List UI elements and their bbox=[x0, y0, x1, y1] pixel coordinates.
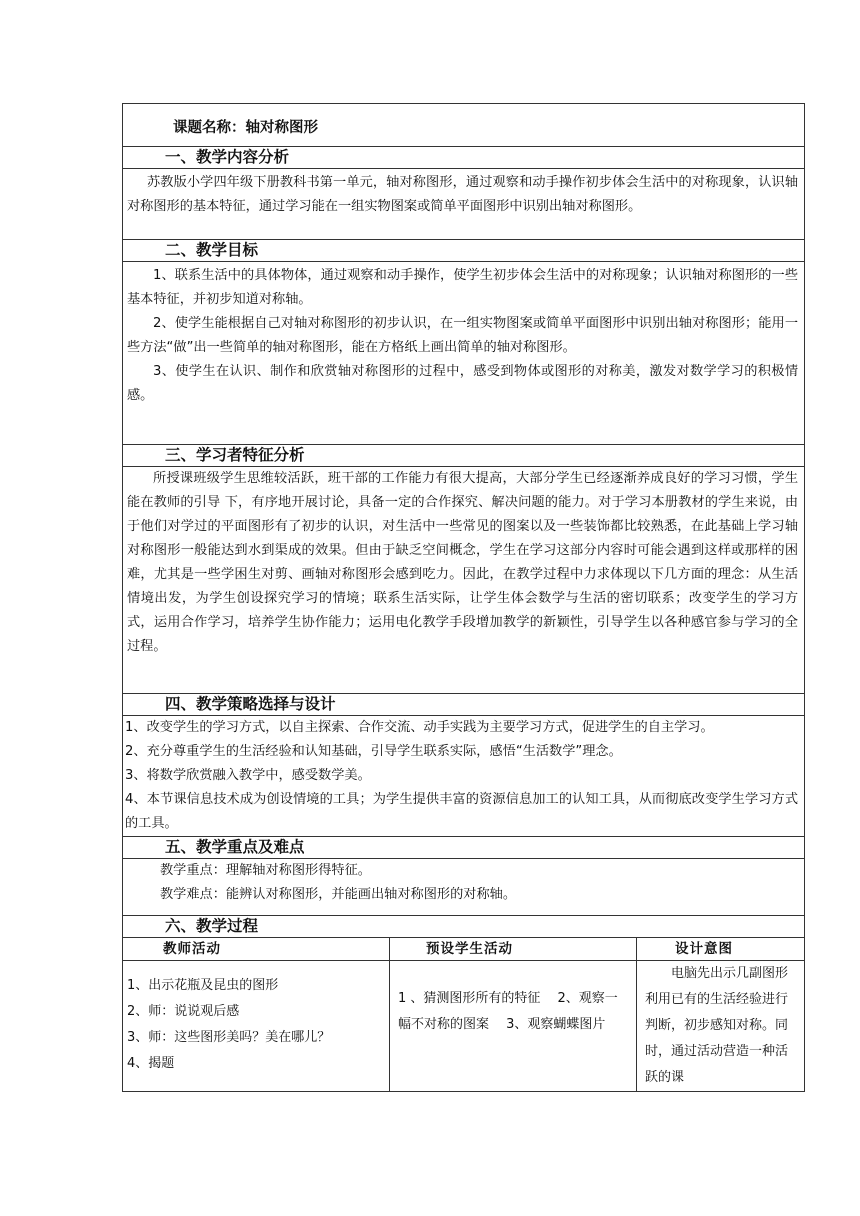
design-intent-cell bbox=[637, 961, 805, 1092]
section-body-objectives bbox=[123, 262, 805, 445]
paragraph: 所授课班级学生思维较活跃，班干部的工作能力有很大提高，大部分学生已经逐渐养成良好的学习习惯，学生能在教师的引导 下，有序地开展讨论，具备一定的合作探究、解决问题的能力。对于学习本册教材的学生来说，由于他们对学过的平面图形有了初步的认识，对生活中一些常见的图案以及一些装饰都比较熟悉，在此基础上学习轴对称图形一般能达到水到渠成的效果。但由于缺乏空间概念，学生在学习这部分内容时可能会遇到这样或那样的困难，尤其是一些学困生对剪、画轴对称图形会感到吃力。因此，在教学过程中力求体现以下几方面的理念：从生活情境出发，为学生创设探究学习的情境；联系生活实际，让学生体会数学与生活的密切联系；改变学生的学习方式，运用合作学习，培养学生协作能力；运用电化教学手段增加教学的新颖性，引导学生以各种感官参与学习的全过程。 bbox=[127, 471, 799, 654]
paragraph: 3、将数学欣赏融入教学中，感受数学美。 bbox=[125, 768, 371, 783]
column-header-intent: 设计意图 bbox=[637, 938, 805, 961]
paragraph: 1、改变学生的学习方式，以自主探索、合作交流、动手实践为主要学习方式，促进学生的自主学习。 bbox=[125, 720, 714, 735]
section-body-key-points bbox=[123, 859, 805, 916]
paragraph: 3、使学生在认识、制作和欣赏轴对称图形的过程中，感受到物体或图形的对称美，激发对数学学习的积极情感。 bbox=[127, 364, 799, 403]
section-heading-objectives: 二、教学目标 bbox=[123, 240, 805, 262]
section-body-content-analysis bbox=[123, 169, 805, 240]
section-body-strategy bbox=[123, 716, 805, 837]
lesson-plan-table bbox=[122, 103, 805, 1092]
list-item: 1、出示花瓶及昆虫的图形 bbox=[127, 978, 279, 993]
column-header-teacher: 教师活动 bbox=[123, 938, 390, 961]
list-item: 4、揭题 bbox=[127, 1056, 175, 1071]
paragraph: 4、本节课信息技术成为创设情境的工具；为学生提供丰富的资源信息加工的认知工具，从而彻底改变学生学习方式的工具。 bbox=[125, 792, 799, 831]
paragraph: 教学重点：理解轴对称图形得特征。 bbox=[160, 863, 371, 878]
paragraph: 苏教版小学四年级下册教科书第一单元，轴对称图形，通过观察和动手操作初步体会生活中的对称现象，认识轴对称图形的基本特征，通过学习能在一组实物图案或简单平面图形中识别出轴对称图形。 bbox=[127, 175, 799, 214]
paragraph: 2、使学生能根据自己对轴对称图形的初步认识，在一组实物图案或简单平面图形中识别出轴对称图形；能用一些方法“做”出一些简单的轴对称图形，能在方格纸上画出简单的轴对称图形。 bbox=[127, 316, 799, 355]
section-heading-learner-analysis: 三、学习者特征分析 bbox=[123, 445, 805, 467]
column-header-student: 预设学生活动 bbox=[390, 938, 637, 961]
paragraph: 教学难点：能辨认对称图形，并能画出轴对称图形的对称轴。 bbox=[160, 887, 517, 902]
section-heading-process: 六、教学过程 bbox=[123, 916, 805, 938]
section-heading-key-points: 五、教学重点及难点 bbox=[123, 837, 805, 859]
title-cell bbox=[123, 104, 805, 147]
section-body-learner-analysis bbox=[123, 467, 805, 694]
section-heading-content-analysis: 一、教学内容分析 bbox=[123, 147, 805, 169]
student-activities-text: 1 、猜测图形所有的特征 2、观察一幅不对称的图案 3、观察蝴蝶图片 bbox=[398, 991, 618, 1032]
lesson-title: 课题名称：轴对称图形 bbox=[173, 120, 318, 136]
teacher-activities-cell bbox=[123, 961, 390, 1092]
lesson-plan-document bbox=[122, 103, 804, 1092]
student-activities-cell bbox=[390, 961, 637, 1092]
section-heading-strategy: 四、教学策略选择与设计 bbox=[123, 694, 805, 716]
paragraph: 2、充分尊重学生的生活经验和认知基础，引导学生联系实际，感悟“生活数学”理念。 bbox=[125, 744, 622, 759]
paragraph: 1、联系生活中的具体物体，通过观察和动手操作，使学生初步体会生活中的对称现象；认识轴对称图形的一些基本特征，并初步知道对称轴。 bbox=[127, 268, 799, 307]
list-item: 2、师：说说观后感 bbox=[127, 1004, 240, 1019]
design-intent-text: 电脑先出示几副图形利用已有的生活经验进行判断，初步感知对称。同时，通过活动营造一种活跃的课 bbox=[645, 966, 789, 1085]
list-item: 3、师：这些图形美吗？美在哪儿？ bbox=[127, 1030, 331, 1045]
